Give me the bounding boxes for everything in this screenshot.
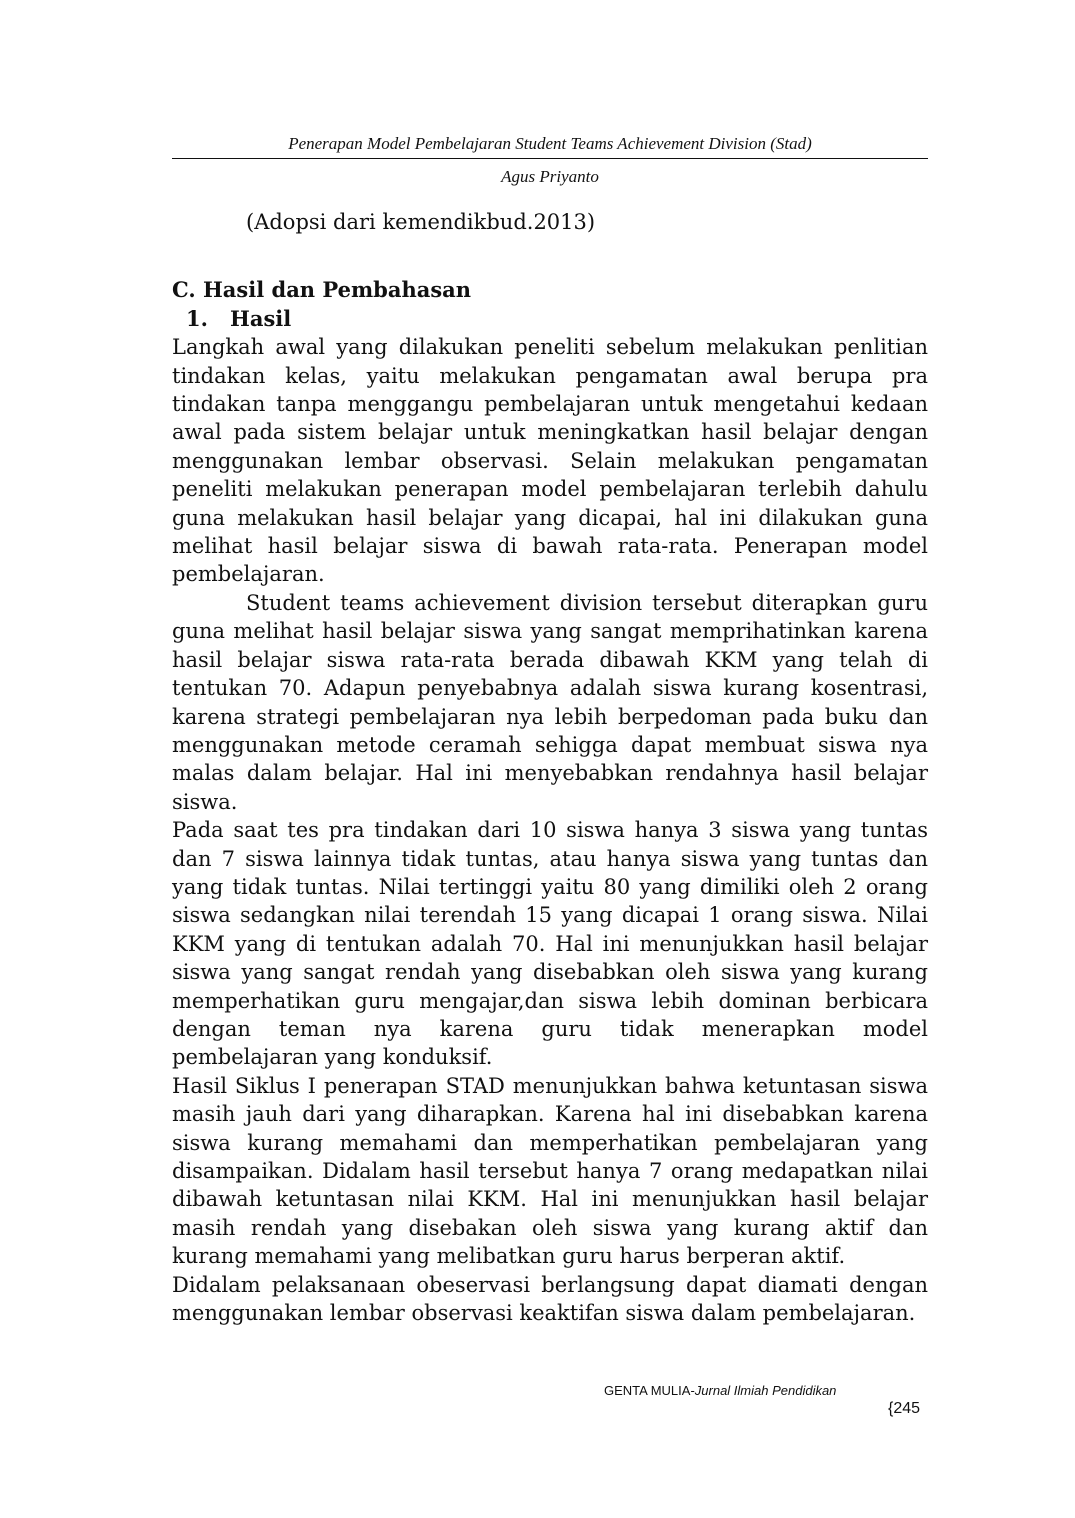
body-paragraph: Pada saat tes pra tindakan dari 10 siswa hanya 3 siswa yang tuntas dan 7 siswa lainnya tidak tuntas, atau hanya siswa yang tuntas dan yang tidak tuntas. Nilai tertinggi yaitu 80 yang dimiliki oleh 2 orang siswa sedangkan nilai terendah 15 yang dicapai 1 orang siswa. Nilai KKM yang di tentukan adalah 70. Hal ini menunjukkan hasil belajar siswa yang sangat rendah yang disebabkan oleh siswa yang kurang memperhatikan guru mengajar,dan siswa lebih dominan berbicara dengan teman nya karena guru tidak menerapkan model pembelajaran yang konduksif. <box>172 818 928 1070</box>
article-body <box>172 208 928 1327</box>
source-note: (Adopsi dari kemendikbud.2013) <box>246 210 596 234</box>
footer-journal-subtitle: Jurnal Ilmiah Pendidikan <box>694 1383 837 1398</box>
subsection-heading <box>172 305 928 333</box>
footer-journal <box>604 1382 836 1400</box>
section-heading: C. Hasil dan Pembahasan <box>172 277 472 303</box>
subsection-title: Hasil <box>230 305 292 331</box>
body-paragraph: Langkah awal yang dilakukan peneliti sebelum melakukan penlitian tindakan kelas, yaitu melakukan pengamatan awal berupa pra tindakan tanpa menggangu pembelajaran untuk mengetahui kedaan awal pada sistem belajar untuk meningkatkan hasil belajar dengan menggunakan lembar observasi. Selain melakukan pengamatan peneliti melakukan penerapan model pembelajaran terlebih dahulu guna melakukan hasil belajar yang dicapai, hal ini dilakukan guna melihat hasil belajar siswa di bawah rata-rata. Penerapan model pembelajaran. <box>172 335 928 587</box>
footer-journal-name: GENTA MULIA- <box>604 1383 695 1398</box>
subsection-number: 1. <box>186 305 208 331</box>
running-header <box>172 132 928 189</box>
running-header-author: Agus Priyanto <box>501 167 599 186</box>
body-paragraph: Hasil Siklus I penerapan STAD menunjukkan bahwa ketuntasan siswa masih jauh dari yang diharapkan. Karena hal ini disebabkan karena siswa kurang memahami dan memperhatikan pembelajaran yang disampaikan. Didalam hasil tersebut hanya 7 orang medapatkan nilai dibawah ketuntasan nilai KKM. Hal ini menunjukkan hasil belajar masih rendah yang disebakan oleh siswa yang kurang aktif dan kurang memahami yang melibatkan guru harus berperan aktif. <box>172 1073 928 1269</box>
running-header-title: Penerapan Model Pembelajaran Student Teams Achievement Division (Stad) <box>172 132 928 159</box>
body-paragraph: Didalam pelaksanaan obeservasi berlangsung dapat diamati dengan menggunakan lembar observasi keaktifan siswa dalam pembelajaran. <box>172 1272 928 1326</box>
body-paragraph: Student teams achievement division tersebut diterapkan guru guna melihat hasil belajar siswa yang sangat memprihatinkan karena hasil belajar siswa rata-rata berada dibawah KKM yang telah di tentukan 70. Adapun penyebabnya adalah siswa kurang kosentrasi, karena strategi pembelajaran nya lebih berpedoman pada buku dan menggunakan metode ceramah sehigga dapat membuat siswa nya malas dalam belajar. Hal ini menyebabkan rendahnya hasil belajar siswa. <box>172 590 928 814</box>
page-number: {245 <box>888 1400 921 1417</box>
